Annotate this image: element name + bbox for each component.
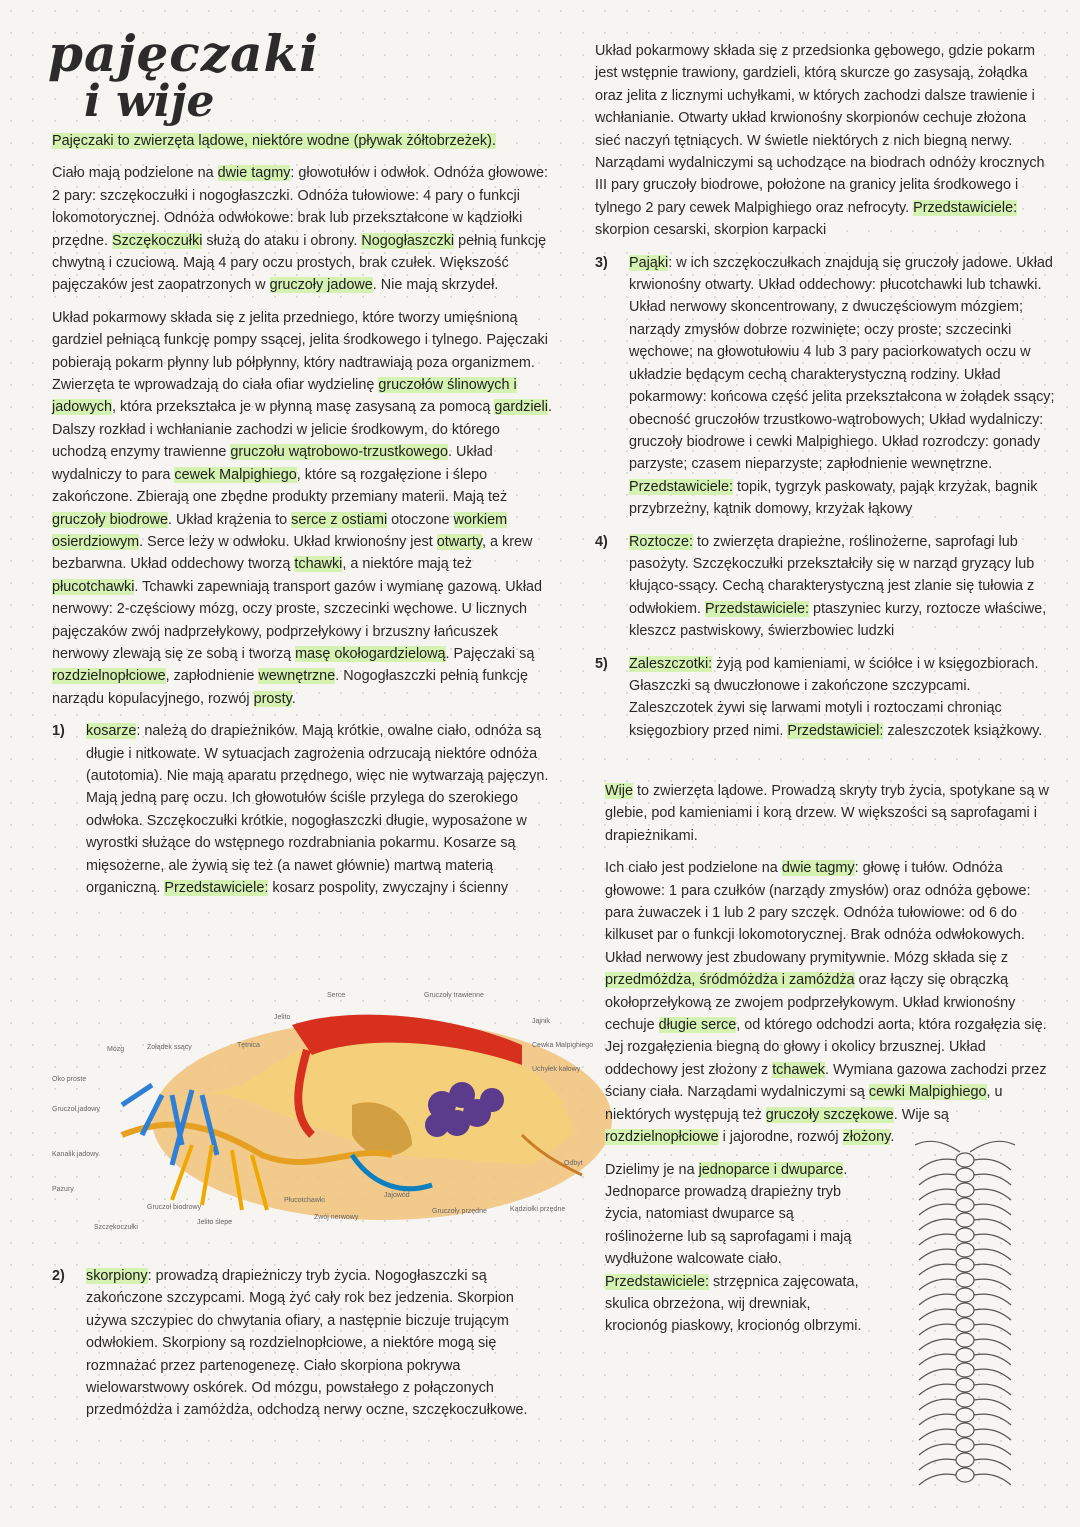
label-odbyt: Odbyt <box>564 1160 583 1167</box>
highlighted-term: wewnętrzne <box>258 668 336 685</box>
wije-groups <box>605 1159 870 1338</box>
highlighted-term: tchawek <box>772 1061 825 1078</box>
text-run: służą do ataku i obrony. <box>202 232 362 249</box>
label-szczek: Szczękoczułki <box>94 1224 138 1231</box>
text-run: to zwierzęta lądowe. Prowadzą skryty tryb życia, spotykane są w glebie, pod kamieniami i korą drzew. W większości są saprofagami i drapieżnikami. <box>605 783 1049 844</box>
leg <box>974 1444 1011 1455</box>
text-run: . Pajęczaki są <box>445 645 535 662</box>
highlighted-term: cewki Malpighiego <box>868 1084 987 1101</box>
text-run: zaleszczotek książkowy. <box>883 722 1043 739</box>
label-zoladek: Żołądek ssący <box>147 1044 192 1051</box>
text-run: : głowotułów i odwłok. Odnóża głowowe: 2 pary: szczękoczułki i nogogłaszczki. Odnóża tułowiowe: 4 pary o funkcji lokomotorycznej. Odnóża odwłokowe: brak lub przekształcone w kądziołki przędne. <box>52 165 548 249</box>
highlighted-term: płucotchawki <box>52 578 135 595</box>
body-segment <box>956 1288 974 1302</box>
highlighted-term: gruczołów ślinowych i jadowych <box>52 377 517 416</box>
highlighted-term: gruczołu wątrobowo-trzustkowego <box>230 444 448 461</box>
highlighted-term: złożony <box>842 1129 891 1146</box>
leg <box>974 1279 1011 1290</box>
list-item-pajaki <box>595 252 1055 521</box>
list-item-text <box>86 720 552 899</box>
leg <box>919 1294 956 1305</box>
text-run: . <box>291 690 296 707</box>
leg <box>974 1174 1011 1185</box>
highlighted-term: gruczoły biodrowe <box>52 511 168 528</box>
highlighted-term: Przedstawiciele: <box>704 600 809 617</box>
body-segment <box>956 1468 974 1482</box>
leg <box>974 1399 1011 1410</box>
leg <box>919 1204 956 1215</box>
text-run: Układ pokarmowy składa się z jelita przedniego, które tworzy umięśnioną gardziel pełniącą funkcję pompy ssącej, jelita środkowego i tylnego. Pajęczaki pobierają pokarm płynny lub półpłynny, który nadtrawiają poza organizmem. Zwierzęta te wprowadzają do ciała ofiar wydzielinę <box>52 309 548 394</box>
highlighted-term: Wije <box>605 783 633 799</box>
leg <box>974 1354 1011 1365</box>
label-jajowod: Jajowód <box>384 1192 410 1199</box>
text-run: . Wymiana gazowa zachodzi przez ściany ciała. Narządami wydalniczymi są <box>605 1061 1047 1101</box>
label-jelito: Jelito <box>274 1014 291 1021</box>
leg <box>974 1264 1011 1275</box>
leg <box>974 1384 1011 1395</box>
body-segment <box>956 1453 974 1467</box>
leg <box>974 1219 1011 1230</box>
text-run: strzępnica zajęcowata, skulica obrzeżona, wij drewniak, krocionóg piaskowy, krocionóg olbrzymi. <box>605 1273 862 1335</box>
text-run: otoczone <box>387 511 454 528</box>
text-run: oraz łączy się obrączką okołoprzełykową ze zwojem podprzełykowym. Układ krwionośny cechuje <box>605 972 1016 1034</box>
body-segment <box>956 1408 974 1422</box>
arachnid-anatomy-diagram <box>52 985 612 1235</box>
text-run: . Nie mają skrzydeł. <box>372 277 499 294</box>
leg <box>974 1249 1011 1260</box>
leg <box>919 1399 956 1410</box>
scorpion-systems-paragraph <box>595 40 1055 242</box>
leg <box>974 1159 1011 1170</box>
label-kadziolki: Kądziołki przędne <box>510 1206 566 1213</box>
leg <box>919 1369 956 1380</box>
list-number: 3) <box>595 254 608 271</box>
text-run: kosarz pospolity, zwyczajny i ścienny <box>268 880 509 896</box>
highlighted-term: Pajęczaki to zwierzęta lądowe, niektóre wodne (pływak żółtobrzeżek). <box>52 133 496 149</box>
leg <box>919 1444 956 1455</box>
text-run: . Układ wydalniczy to para <box>52 444 493 483</box>
label-oko: Oko proste <box>52 1076 87 1083</box>
leg <box>974 1324 1011 1335</box>
highlighted-term: Szczękoczułki <box>112 232 203 249</box>
wije-intro <box>605 780 1065 847</box>
body-segment <box>956 1378 974 1392</box>
list-item-zaleszczotki <box>595 653 1055 743</box>
leg <box>919 1174 956 1185</box>
label-gruczoly: Gruczoły trawienne <box>424 992 484 999</box>
list-item-text <box>629 531 1055 643</box>
list-number: 2) <box>52 1268 65 1284</box>
left-column-bottom <box>52 1265 552 1432</box>
label-pazury: Pazury <box>52 1186 74 1193</box>
highlighted-term: długie serce <box>658 1017 737 1034</box>
leg <box>919 1249 956 1260</box>
body-segment <box>956 1438 974 1452</box>
text-run: ptaszyniec kurzy, roztocze właściwe, kleszcz pastwiskowy, świerzbowiec ludzki <box>629 600 1047 640</box>
label-gruczol-jad: Gruczoł jadowy <box>52 1106 100 1113</box>
highlighted-term: Przedstawiciele: <box>913 199 1018 216</box>
body-segment <box>956 1318 974 1332</box>
label-biodrowy: Gruczoł biodrowy <box>147 1204 202 1211</box>
leg <box>919 1414 956 1425</box>
text-run: Ciało mają podzielone na <box>52 165 218 182</box>
leg <box>974 1369 1011 1380</box>
highlighted-term: Zaleszczotki: <box>629 655 713 672</box>
highlighted-term: tchawki <box>294 556 343 573</box>
list-item-kosarze <box>52 720 552 899</box>
label-jajnik: Jajnik <box>532 1018 550 1025</box>
page-title <box>48 24 320 127</box>
list-item-text <box>629 252 1055 521</box>
text-run: : głowę i tułów. Odnóża głowowe: 1 para czułków (narządy zmysłów) oraz odnóża gębowe: para żuwaczek i 1 lub 2 pary szczęk. Odnóża tułowiowe: od 6 do kilkuset par o funkcji lokomotorycznej. Brak odnóża odwłokowych. Układ nerwowy jest zbudowany prymitywnie. Mózg składa się z <box>605 860 1031 966</box>
leg <box>919 1264 956 1275</box>
text-run: : w ich szczękoczułkach znajdują się gruczoły jadowe. Układ krwionośny otwarty. Układ oddechowy: płucotchawki lub tchawki. Układ nerwowy skoncentrowany, z dwuczęściowym mózgiem; narządy zmysłów dobrze rozwinięte; oczy proste; szczecinki węchowe; na głowotułowiu 4 lub 3 pary paciorkowatych oczu w układzie będącym cechą charakterystyczną rodziny. Układ pokarmowy: końcowa część jelita przekształcona w żołądek ssący; obecność gruczołów trzustkowo-wątrobowych; Układ wydalniczy: gruczoły biodrowe i cewki Malpighiego. Układ rozrodczy: gonady parzyste; czasem nieparzyste; zapłodnienie wewnętrzne. <box>629 254 1055 473</box>
list-item-text <box>629 653 1055 743</box>
highlighted-term: Pająki <box>629 254 669 271</box>
text-run: żyją pod kamieniami, w ściółce i w księgozbiorach. Głaszczki są dwuczłonowe i zakończone szczypcami. Zaleszczotek żywi się larwami motyli i roztoczami chroniąc księgozbiory przed nimi. <box>629 655 1039 739</box>
highlighted-term: workiem osierdziowym <box>52 511 508 550</box>
body-segment <box>956 1333 974 1347</box>
leg <box>974 1414 1011 1425</box>
text-run: . Dalszy rozkład i wchłanianie zachodzi w jelicie środkowym, do którego uchodzą enzymy trawienne <box>52 399 552 461</box>
text-run: pełnią funkcję chwytną i czuciową. Mają 4 pary oczu prostych, brak czułek. Większość pajęczaków jest zaopatrzonych w <box>52 232 547 294</box>
text-run: Dzielimy je na <box>605 1161 699 1178</box>
body-segment <box>956 1153 974 1167</box>
text-run: topik, tygrzyk paskowaty, pająk krzyżak, bagnik przybrzeżny, kątnik domowy, krzyżak łąkowy <box>629 478 1038 518</box>
text-run: . Serce leży w odwłoku. Układ krwionośny jest <box>139 533 437 550</box>
body-segment <box>956 1363 974 1377</box>
intro-paragraph <box>52 130 552 152</box>
leg <box>919 1219 956 1230</box>
highlighted-term: rozdzielnopłciowe <box>52 668 166 685</box>
leg <box>919 1459 956 1470</box>
body-segment <box>956 1198 974 1212</box>
highlighted-term: otwarty <box>436 533 483 550</box>
text-run: , a krew bezbarwna. Układ oddechowy tworzą <box>52 533 533 573</box>
body-segment <box>956 1393 974 1407</box>
highlighted-term: kosarze <box>86 723 137 740</box>
text-run: . <box>890 1129 895 1146</box>
text-run: . Jednoparce prowadzą drapieżny tryb życia, natomiast dwuparce są roślinożerne lub są saprofagami i mają wydłużone walcowate ciało. <box>605 1161 852 1268</box>
text-run: . Nogogłaszczki pełnią funkcję narządu kopulacyjnego, rozwój <box>52 668 528 707</box>
text-run: : należą do drapieżników. Mają krótkie, owalne ciało, odnóża są długie i nitkowate. W sytuacjach zagrożenia odrzucają niektóre odnóża (autotomia). Nie mają aparatu przędnego, więc nie wytwarzają pajęczyn. Mają jedną parę oczu. Ich głowotułów ściśle przylega do szerokiego odwłoka. Szczękoczułki krótkie, nogogłaszczki długie, wyposażone w wyrostki służące do wstępnego rozdrabniania pokarmu. Kosarze są mięsożerne, ale żywią się też (a nawet głównie) martwą materią organiczną. <box>86 723 549 896</box>
body-segment <box>956 1423 974 1437</box>
anatomy-illustration <box>52 985 612 1235</box>
leg <box>919 1384 956 1395</box>
highlighted-term: skorpiony <box>86 1268 148 1284</box>
antennae <box>915 1141 1015 1152</box>
text-run: Układ pokarmowy składa się z przedsionka gębowego, gdzie pokarm jest wstępnie trawiony, gardzieli, którą skurcze go zasysają, żołądka oraz jelita z licznymi uchyłkami, w których zachodzi dalsze trawienie i wchłanianie. Otwarty układ krwionośny skorpionów cechuje złożona sieć naczyń tętniących. W świetle niektórych z nich biegną nerwy. Narządami wydalniczymi są uchodzące na biodrach odnóży krocznych III pary gruczoły biodrowe, położone na granicy jelita środkowego i tylnego 2 pary cewek Malpighiego oraz nefrocyty. <box>595 43 1045 216</box>
highlighted-term: gruczoły szczękowe <box>765 1106 894 1123</box>
body-segment <box>956 1183 974 1197</box>
leg <box>974 1429 1011 1440</box>
text-run: , u niektórych występują też <box>605 1084 1003 1123</box>
body-segment <box>956 1243 974 1257</box>
label-uchylek: Uchyłek kałowy <box>532 1066 581 1073</box>
wije-body <box>605 857 1050 1148</box>
leg <box>919 1354 956 1365</box>
leg <box>919 1279 956 1290</box>
list-number: 5) <box>595 655 608 672</box>
label-zwoj: Zwój nerwowy <box>314 1214 359 1221</box>
right-column <box>595 40 1055 752</box>
leg <box>919 1324 956 1335</box>
text-run: , która przekształca je w płynną masę zasysaną za pomocą <box>112 399 495 416</box>
label-cewka: Cewka Malpighiego <box>532 1042 594 1049</box>
list-item-skorpiony <box>52 1265 552 1422</box>
centipede-drawing <box>905 1140 1075 1520</box>
label-serce: Serce <box>327 992 346 999</box>
label-pluco: Płucotchawki <box>284 1197 325 1204</box>
leg <box>919 1339 956 1350</box>
highlighted-term: dwie tagmy <box>217 165 291 182</box>
highlighted-term: Przedstawiciele: <box>605 1273 709 1290</box>
highlighted-term: masę okołogardzielową <box>295 645 446 662</box>
text-run: : prowadzą drapieżniczy tryb życia. Nogogłaszczki są zakończone szczypcami. Mogą żyć cały rok bez jedzenia. Skorpion używa szczypiec do chwytania ofiary, a następnie biczuje trującym odwłokiem. Skorpiony są rozdzielnopłciowe, a niektóre mogą się rozmnażać przez partenogenezę. Ciało skorpiona pokrywa wielowarstwowy oskórek. Od mózgu, powstałego z połączonych przedmóżdża i zamóżdża, odchodzą nerwy oczne, szczękoczułkowe. <box>86 1268 528 1419</box>
text-run: , zapłodnienie <box>165 668 259 685</box>
text-run: , które są rozgałęzione i ślepo zakończone. Zbierają one zbędne produkty przemiany materii. Mają też <box>52 466 508 506</box>
highlighted-term: Przedstawiciele: <box>629 478 733 495</box>
text-run: . Układ krążenia to <box>167 511 292 528</box>
leg <box>974 1474 1011 1485</box>
highlighted-term: serce z ostiami <box>291 511 388 528</box>
label-jelito-slepe: Jelito ślepe <box>197 1219 233 1226</box>
text-run: . Tchawki zapewniają transport gazów i wymianę gazową. Układ nerwowy: 2-częściowy mózg, oczy proste, szczecinki węchowe. U licznych pajęczaków zwój nadprzełykowy, podprzełykowy i brzuszny łańcuszek nerwowy zlewają się ze sobą i tworzą <box>52 578 543 662</box>
label-mozg: Mózg <box>107 1046 125 1053</box>
text-run: skorpion cesarski, skorpion karpacki <box>595 222 827 239</box>
highlighted-term: Nogogłaszczki <box>361 232 455 249</box>
label-tetnica: Tętnica <box>237 1042 260 1049</box>
text-run: Ich ciało jest podzielone na <box>605 860 782 877</box>
leg <box>974 1339 1011 1350</box>
highlighted-term: dwie tagmy <box>781 860 855 877</box>
leg <box>974 1189 1011 1200</box>
highlighted-term: Przedstawiciel: <box>787 722 884 739</box>
highlighted-term: cewek Malpighiego <box>174 466 297 483</box>
leg <box>919 1234 956 1245</box>
leg <box>974 1294 1011 1305</box>
highlighted-term: Przedstawiciele: <box>164 880 269 896</box>
highlighted-term: przedmóżdża, śródmóżdża i zamóżdża <box>605 972 855 989</box>
systems-paragraph <box>52 307 552 710</box>
leg <box>974 1459 1011 1470</box>
text-run: to zwierzęta drapieżne, roślinożerne, saprofagi lub pasożyty. Szczękoczułki przekształciły się w narząd gryzący lub kłująco-ssący. Cechą charakterystyczną jest zlanie się tułowia z odwłokiem. <box>629 533 1035 617</box>
highlighted-term: gruczoły jadowe <box>269 277 373 294</box>
title-line-1: pajęczaki <box>48 24 320 83</box>
list-number: 4) <box>595 533 608 550</box>
leg <box>919 1189 956 1200</box>
text-run: , od którego odchodzi aorta, która rozgałęzia się. Jej rozgałęzienia biegną do głowy i okolicy brzusznej. Układ oddechowy jest złożony z <box>605 1017 1047 1078</box>
text-run: , a niektóre mają też <box>342 556 472 573</box>
list-item-roztocze <box>595 531 1055 643</box>
leg <box>974 1309 1011 1320</box>
body-segment <box>956 1273 974 1287</box>
title-line-2: i wije <box>84 76 215 127</box>
text-run: i jajorodne, rozwój <box>718 1129 843 1146</box>
highlighted-term: rozdzielnopłciowe <box>605 1129 719 1146</box>
body-plan-paragraph <box>52 162 552 296</box>
text-run: . Wije są <box>893 1106 949 1123</box>
list-number: 1) <box>52 723 65 740</box>
leg <box>919 1474 956 1485</box>
leg <box>974 1234 1011 1245</box>
body-segment <box>956 1228 974 1242</box>
centipede-illustration <box>905 1140 1075 1520</box>
body-segment <box>956 1303 974 1317</box>
label-gruczoly-przedne: Gruczoły przędne <box>432 1208 487 1215</box>
body-segment <box>956 1168 974 1182</box>
highlighted-term: jednoparce i dwuparce <box>698 1161 844 1178</box>
highlighted-term: gardzieli <box>494 399 548 416</box>
left-column <box>52 130 552 909</box>
label-kanal: Kanalik jadowy <box>52 1151 99 1158</box>
leg <box>919 1429 956 1440</box>
highlighted-term: Roztocze: <box>629 533 693 550</box>
body-segment <box>956 1258 974 1272</box>
leg <box>919 1309 956 1320</box>
list-item-text <box>86 1265 552 1422</box>
body-segment <box>956 1213 974 1227</box>
body-segment <box>956 1348 974 1362</box>
leg <box>919 1159 956 1170</box>
highlighted-term: prosty <box>253 690 292 707</box>
leg <box>974 1204 1011 1215</box>
